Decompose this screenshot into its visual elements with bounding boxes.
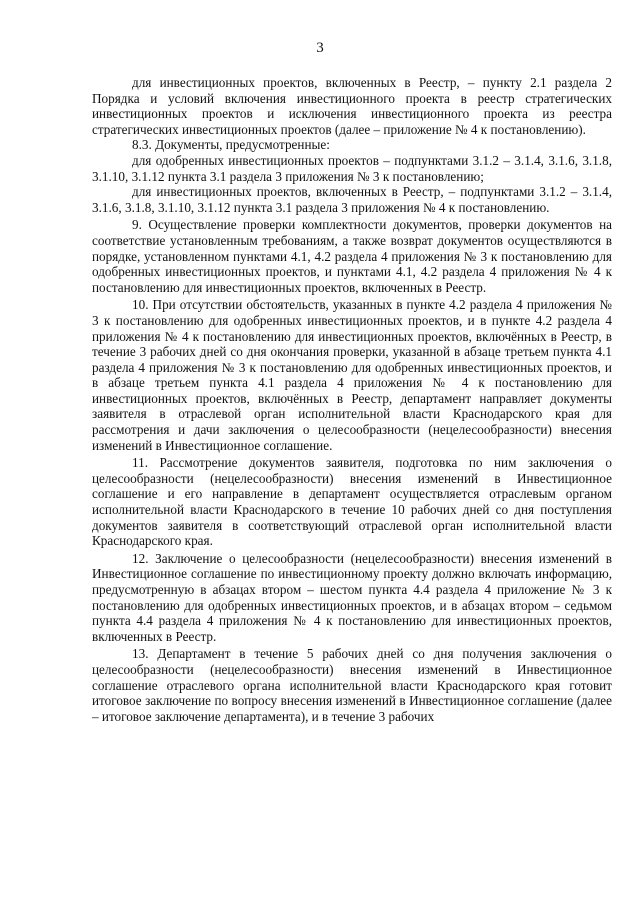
paragraph-continuation: для инвестиционных проектов, включенных в Реестр, – пункту 2.1 раздела 2 Порядка и условий включения инвестиционного проекта в реестр стратегических инвестиционных проектов и исключения инвестиционного проекта из реестра стратегических инвестиционных проектов (далее – приложение № 4 к постановлению).	[92, 75, 612, 137]
document-body	[92, 75, 612, 724]
paragraph-11: 11. Рассмотрение документов заявителя, подготовка по ним заключения о целесообразности (нецелесообразности) внесения изменений в Инвестиционное соглашение и его направление в департамент осуществляется отраслевым органом исполнительной власти Краснодарского в течение 10 рабочих дней со дня поступления документов заявителя в соответствующий отраслевой орган исполнительной власти Краснодарского края.	[92, 455, 612, 549]
paragraph-8-3-approved: для одобренных инвестиционных проектов – подпунктами 3.1.2 – 3.1.4, 3.1.6, 3.1.8, 3.1.10, 3.1.12 пункта 3.1 раздела 3 приложения № 3 к постановлению;	[92, 152, 612, 184]
paragraph-13: 13. Департамент в течение 5 рабочих дней со дня получения заключения о целесообразности (нецелесообразности) внесения изменений в Инвестиционное соглашение отраслевого органа исполнительной власти Краснодарского края готовит итоговое заключение по вопросу внесения изменений в Инвестиционное соглашение (далее – итоговое заключение департамента), и в течение 3 рабочих	[92, 646, 612, 724]
paragraph-10: 10. При отсутствии обстоятельств, указанных в пункте 4.2 раздела 4 приложения № 3 к постановлению для одобренных инвестиционных проектов, и в пункте 4.2 раздела 4 приложения № 4 к постановлению для инвестиционных проектов, включённых в Реестр, в течение 3 рабочих дней со дня окончания проверки, указанной в абзаце третьем пункта 4.1 раздела 4 приложения № 3 к постановлению для одобренных инвестиционных проектов, и в абзаце третьем пункта 4.1 раздела 4 приложения № 4 к постановлению для инвестиционных проектов, включённых в Реестр, департамент направляет документы заявителя в отраслевой орган исполнительной власти Краснодарского края для рассмотрения и дачи заключения о целесообразности (нецелесообразности) внесения изменений в Инвестиционное соглашение.	[92, 297, 612, 453]
page-number: 3	[316, 40, 324, 56]
paragraph-9: 9. Осуществление проверки комплектности документов, проверки документов на соответствие установленным требованиям, а также возврат документов осуществляются в порядке, установленном пунктами 4.1, 4.2 раздела 4 приложения № 3 к постановлению для одобренных инвестиционных проектов, и пунктами 4.1, 4.2 раздела 4 приложения № 4 к постановлению для инвестиционных проектов, включенных в Реестр.	[92, 217, 612, 295]
paragraph-12: 12. Заключение о целесообразности (нецелесообразности) внесения изменений в Инвестиционное соглашение по инвестиционному проекту должно включать информацию, предусмотренную в абзацах втором – шестом пункта 4.4 раздела 4 приложение № 3 к постановлению для одобренных инвестиционных проектов, и в абзацах втором – седьмом пункта 4.4 раздела 4 приложения № 4 к постановлению для инвестиционных проектов, включенных в Реестр.	[92, 550, 612, 644]
paragraph-8-3-registry: для инвестиционных проектов, включенных в Реестр, – подпунктами 3.1.2 – 3.1.4, 3.1.6, 3.1.8, 3.1.10, 3.1.12 пункта 3.1 раздела 3 приложения № 4 к постановлению.	[92, 184, 612, 215]
paragraph-8-3: 8.3. Документы, предусмотренные:	[132, 137, 330, 153]
